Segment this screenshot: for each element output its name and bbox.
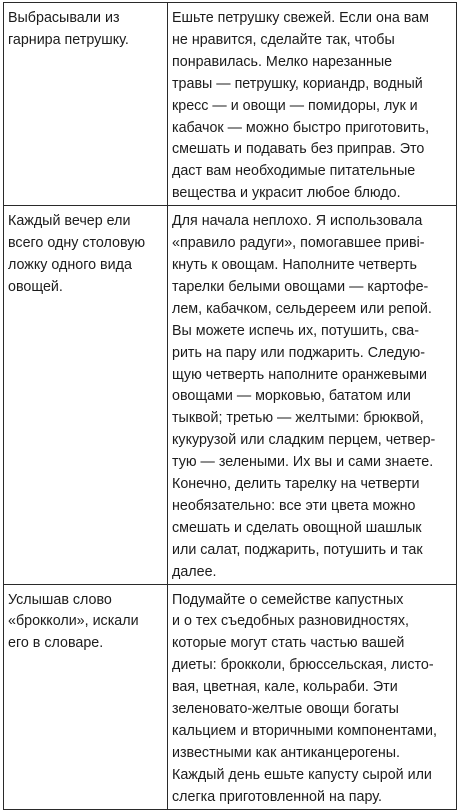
table-row <box>4 3 457 206</box>
problem-text: Услышав слово «брокколи», искали его в словаре. <box>8 591 139 652</box>
problem-cell <box>4 584 168 809</box>
problem-cell <box>4 206 168 584</box>
problem-text: Выбрасывали из гарнира петрушку. <box>8 10 129 48</box>
advice-cell <box>168 584 457 809</box>
table-row <box>4 206 457 584</box>
problem-text: Каждый вечер ели всего одну столовую ложку одного вида овощей. <box>8 213 146 295</box>
advice-text: Ешьте петрушку свежей. Если она вам не нравится, сделайте так, чтобы понравилась. Мелко нарезанные травы — петрушку, кориандр, водный кресс — и овощи — помидоры, лук и кабачок — можно быстро приготовить, смешать и подавать без приправ. Это даст вам необходимые питательные вещества и украсит любое блюдо. <box>172 10 430 202</box>
advice-cell <box>168 3 457 206</box>
table-row <box>4 584 457 809</box>
advice-cell <box>168 206 457 584</box>
advice-text: Для начала неплохо. Я использовала «правило радуги», помогавшее приві- кнуть к овощам. Наполните четверть тарелки белыми овощами — картофе- лем, кабачком, сельдереем или репой. Вы можете испечь их, потушить, сва- рить на пару или поджарить. Следую- щую четверть наполните оранжевыми овощами — морковью, бататом или тыквой; третью — желтыми: брюквой, кукурузой или сладким перцем, четвер- тую — зелеными. Их вы и сами знаете. Конечно, делить тарелку на четверти необязательно: все эти цвета можно смешать и сделать овощной шашлык или салат, поджарить, потушить и так далее. <box>172 213 436 580</box>
advice-text: Подумайте о семействе капустных и о тех съедобных разновидностях, которые могут стать частью вашей диеты: брокколи, брюссельская, листо- вая, цветная, кале, кольраби. Эти зеленовато-желтые овощи богаты кальцием и вторичными компонентами, известными как антиканцерогены. Каждый день ешьте капусту сырой или слегка приготовленной на пару. <box>172 591 437 805</box>
advice-table <box>3 2 457 810</box>
problem-cell <box>4 3 168 206</box>
